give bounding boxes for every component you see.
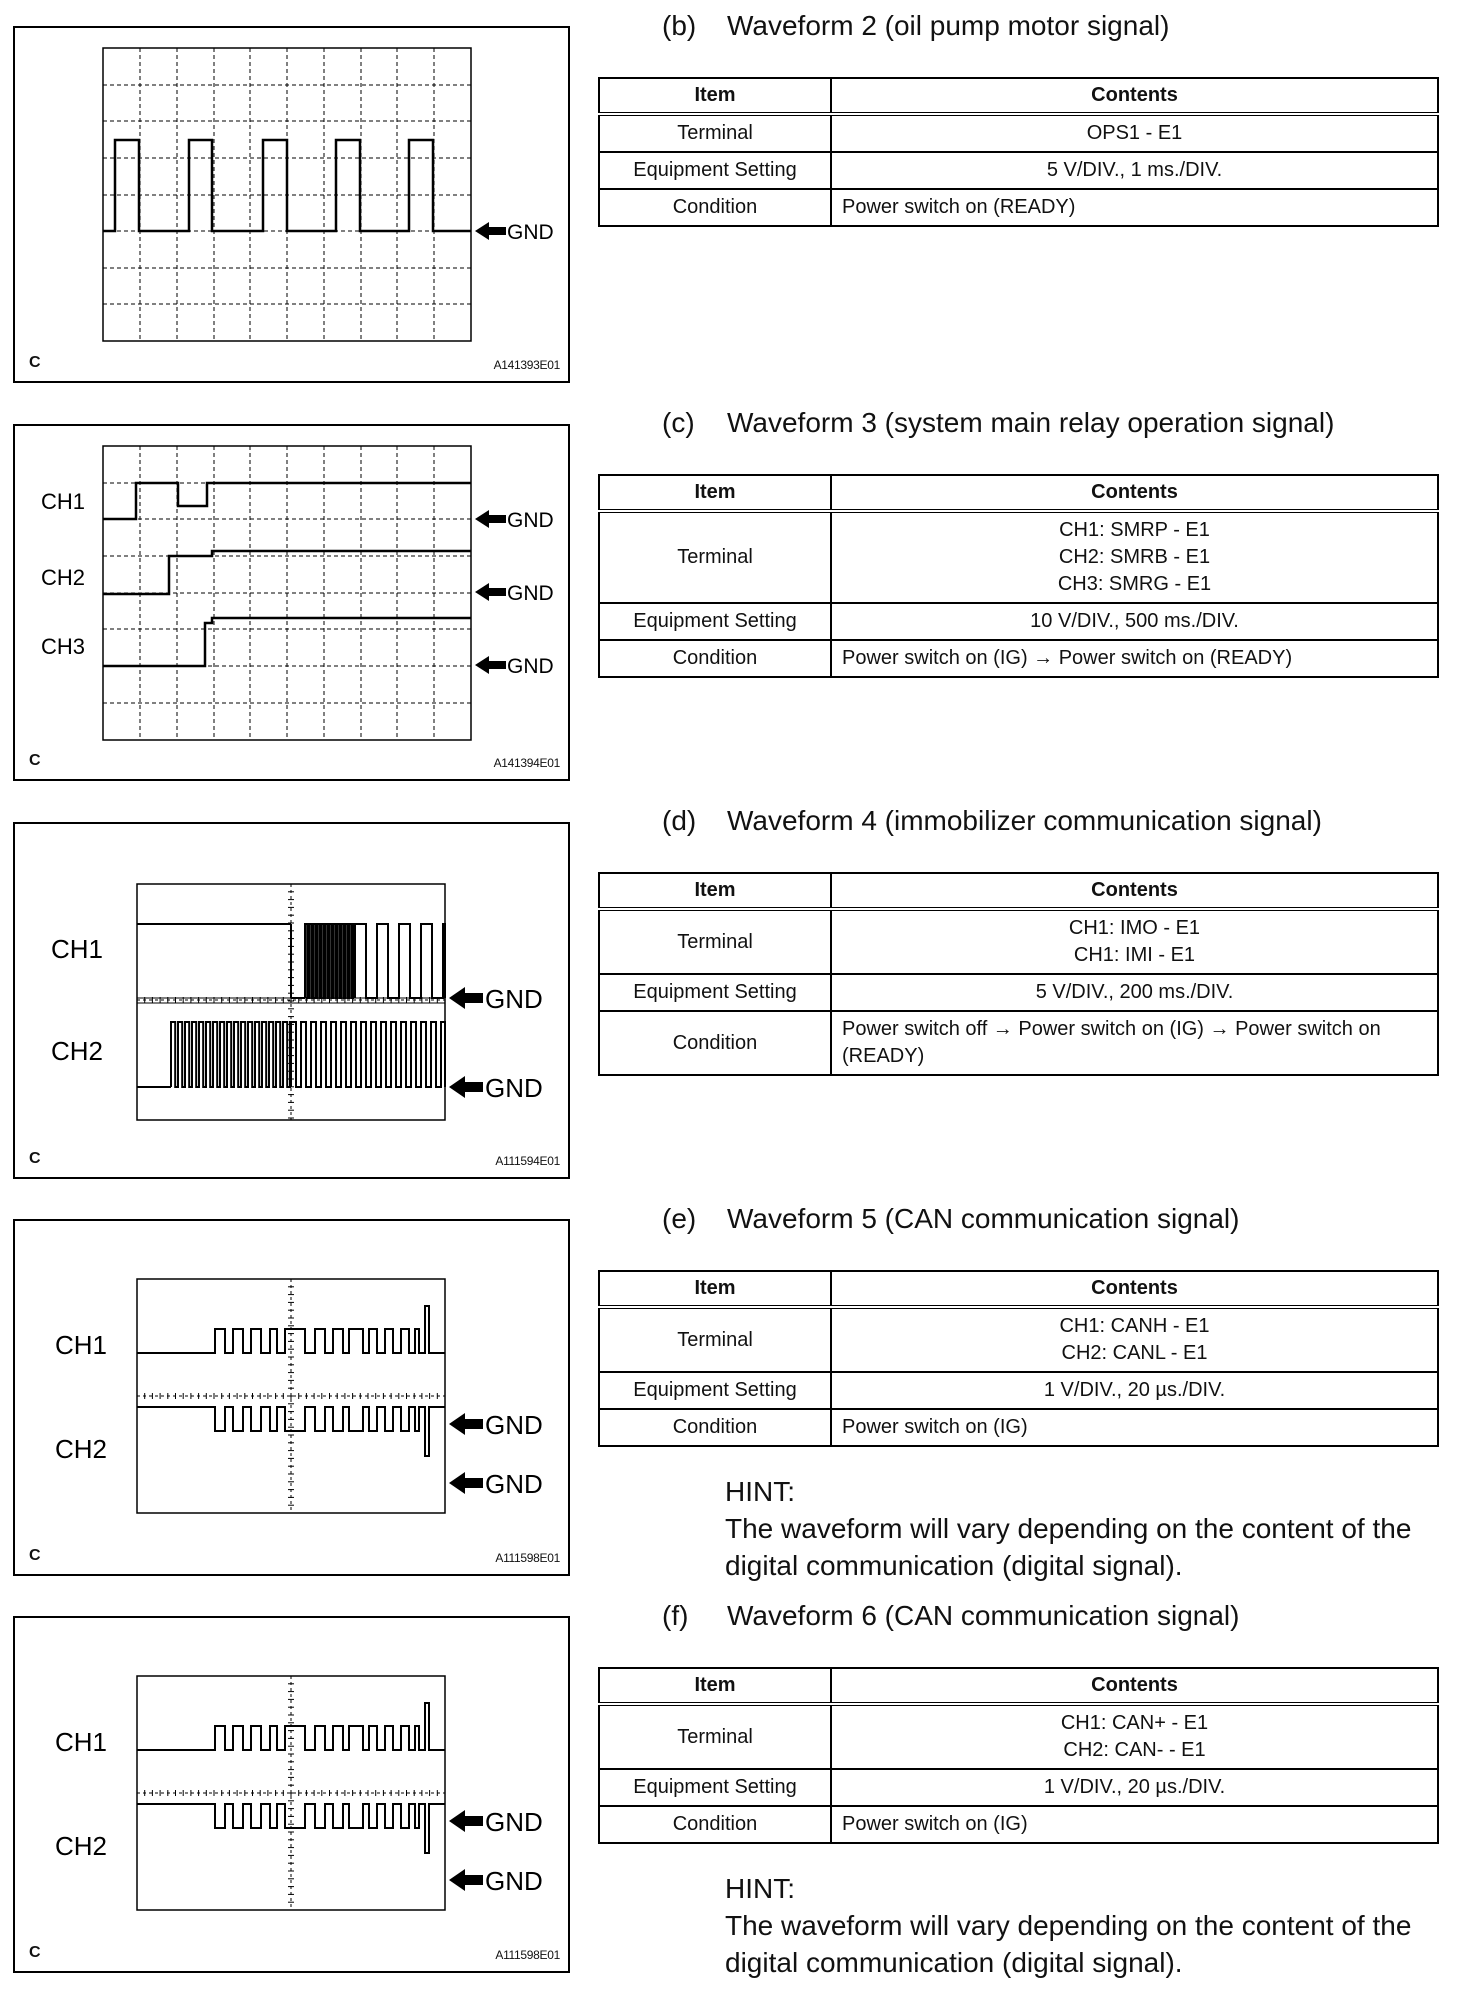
pulse-train — [355, 924, 445, 998]
header-contents: Contents — [831, 78, 1438, 114]
table-row: Terminal CH1: SMRP - E1 CH2: SMRB - E1 CH3: SMRG - E1 — [599, 511, 1438, 603]
section-letter: (d) — [662, 805, 697, 836]
table-row: Equipment Setting 1 V/DIV., 20 µs./DIV. — [599, 1372, 1438, 1409]
section-b-heading — [662, 10, 1169, 42]
ch2-trace — [137, 1022, 445, 1087]
gnd-label: GND — [485, 1410, 543, 1440]
hint-label: HINT: — [725, 1873, 795, 1904]
section-letter: (e) — [662, 1203, 697, 1234]
gnd-arrow-icon — [449, 1472, 483, 1494]
section-title: Waveform 5 (CAN communication signal) — [727, 1203, 1240, 1234]
section-title: Waveform 2 (oil pump motor signal) — [727, 10, 1170, 41]
table-row: Condition Power switch on (IG) — [599, 1409, 1438, 1446]
waveform-3-table: Item Contents Terminal CH1: SMRP - E1 CH2: SMRB - E1 CH3: SMRG - E1 Equipment Setting 10 V/DIV., 500 ms./DIV. Condition Power switch on (IG) → Power switch on (READY) — [598, 474, 1439, 678]
ch1-trace — [137, 924, 445, 998]
figure-id: A141393E01 — [493, 358, 560, 372]
section-e-heading — [662, 1203, 1239, 1235]
table-row: Equipment Setting 1 V/DIV., 20 µs./DIV. — [599, 1769, 1438, 1806]
section-letter: (f) — [662, 1600, 689, 1631]
hint-f — [725, 1870, 1445, 1981]
gnd-label: GND — [507, 655, 554, 678]
gnd-label: GND — [485, 1866, 543, 1896]
ch1-label: CH1 — [55, 1330, 108, 1360]
pulse-train — [305, 924, 355, 998]
gnd-arrow-icon — [449, 1413, 483, 1435]
section-c-heading — [662, 407, 1334, 439]
figure-corner-label: C — [29, 1150, 41, 1167]
section-title: Waveform 3 (system main relay operation signal) — [727, 407, 1335, 438]
waveform-6-scope — [15, 1618, 572, 1975]
hint-label: HINT: — [725, 1476, 795, 1507]
waveform-5-figure — [13, 1219, 570, 1576]
gnd-arrow-icon — [449, 1810, 483, 1832]
gnd-label: GND — [485, 1073, 543, 1103]
gnd-label: GND — [485, 1807, 543, 1837]
hint-text: The waveform will vary depending on the content of the digital communication (digital signal). — [725, 1513, 1412, 1581]
table-row: Equipment Setting 10 V/DIV., 500 ms./DIV. — [599, 603, 1438, 640]
table-row: Condition Power switch on (IG) — [599, 1806, 1438, 1843]
figure-id: A111594E01 — [495, 1154, 560, 1168]
header-item: Item — [599, 78, 831, 114]
ch3-label: CH3 — [41, 634, 86, 659]
section-title: Waveform 6 (CAN communication signal) — [727, 1600, 1240, 1631]
table-row: Equipment Setting 5 V/DIV., 1 ms./DIV. — [599, 152, 1438, 189]
ch1-label: CH1 — [55, 1727, 108, 1757]
table-row: Terminal CH1: IMO - E1 CH1: IMI - E1 — [599, 909, 1438, 974]
waveform-5-scope — [15, 1221, 572, 1578]
table-row: Equipment Setting 5 V/DIV., 200 ms./DIV. — [599, 974, 1438, 1011]
ch2-label: CH2 — [55, 1831, 108, 1861]
waveform-2-figure — [13, 26, 570, 383]
figure-corner-label: C — [29, 1944, 41, 1961]
waveform-3-scope — [15, 426, 572, 783]
figure-id: A111598E01 — [495, 1551, 560, 1565]
waveform-4-scope — [15, 824, 572, 1181]
gnd-arrow-icon — [475, 583, 506, 601]
ch1-label: CH1 — [41, 489, 86, 514]
waveform-6-figure — [13, 1616, 570, 1973]
hint-e — [725, 1473, 1445, 1584]
table-row: Condition Power switch on (READY) — [599, 189, 1438, 226]
gnd-label: GND — [507, 509, 554, 532]
waveform-2-table — [598, 77, 1439, 227]
section-d-heading — [662, 805, 1322, 837]
figure-corner-label: C — [29, 1547, 41, 1564]
gnd-arrow-icon — [449, 1076, 483, 1098]
pulse-train — [291, 1022, 445, 1087]
gnd-label: GND — [485, 984, 543, 1014]
table-row: Terminal OPS1 - E1 — [599, 114, 1438, 152]
ch2-label: CH2 — [41, 565, 86, 590]
figure-id: A111598E01 — [495, 1948, 560, 1962]
gnd-arrow-icon — [475, 222, 506, 240]
gnd-label: GND — [507, 582, 554, 605]
ch2-label: CH2 — [55, 1434, 108, 1464]
figure-id: A141394E01 — [493, 756, 560, 770]
gnd-arrow-icon — [475, 510, 506, 528]
gnd-arrow-icon — [475, 656, 506, 674]
table-row: Terminal CH1: CAN+ - E1 CH2: CAN- - E1 — [599, 1704, 1438, 1769]
section-letter: (c) — [662, 407, 695, 438]
table-row: Terminal CH1: CANH - E1 CH2: CANL - E1 — [599, 1307, 1438, 1372]
ch2-label: CH2 — [51, 1036, 104, 1066]
gnd-arrow-icon — [449, 987, 483, 1009]
section-letter: (b) — [662, 10, 697, 41]
waveform-2-scope — [15, 28, 572, 385]
section-title: Waveform 4 (immobilizer communication signal) — [727, 805, 1322, 836]
section-f-heading — [662, 1600, 1239, 1632]
table-row: Condition Power switch on (IG) → Power switch on (READY) — [599, 640, 1438, 677]
hint-text: The waveform will vary depending on the content of the digital communication (digital signal). — [725, 1910, 1412, 1978]
waveform-4-table: Item Contents Terminal CH1: IMO - E1 CH1: IMI - E1 Equipment Setting 5 V/DIV., 200 ms./DIV. Condition Power switch off → Power switch on (IG) → Power switch on (READY) — [598, 872, 1439, 1076]
gnd-label: GND — [485, 1469, 543, 1499]
ch1-label: CH1 — [51, 934, 104, 964]
table-row: Condition Power switch off → Power switch on (IG) → Power switch on (READY) — [599, 1011, 1438, 1075]
figure-corner-label: C — [29, 752, 41, 769]
waveform-3-figure — [13, 424, 570, 781]
gnd-arrow-icon — [449, 1869, 483, 1891]
pulse-train — [171, 1022, 291, 1087]
gnd-label: GND — [507, 221, 554, 244]
figure-corner-label: C — [29, 354, 41, 371]
waveform-5-table: Item Contents Terminal CH1: CANH - E1 CH2: CANL - E1 Equipment Setting 1 V/DIV., 20 µs./DIV. Condition Power switch on (IG) — [598, 1270, 1439, 1447]
waveform-6-table: Item Contents Terminal CH1: CAN+ - E1 CH2: CAN- - E1 Equipment Setting 1 V/DIV., 20 µs./DIV. Condition Power switch on (IG) — [598, 1667, 1439, 1844]
waveform-4-figure — [13, 822, 570, 1179]
